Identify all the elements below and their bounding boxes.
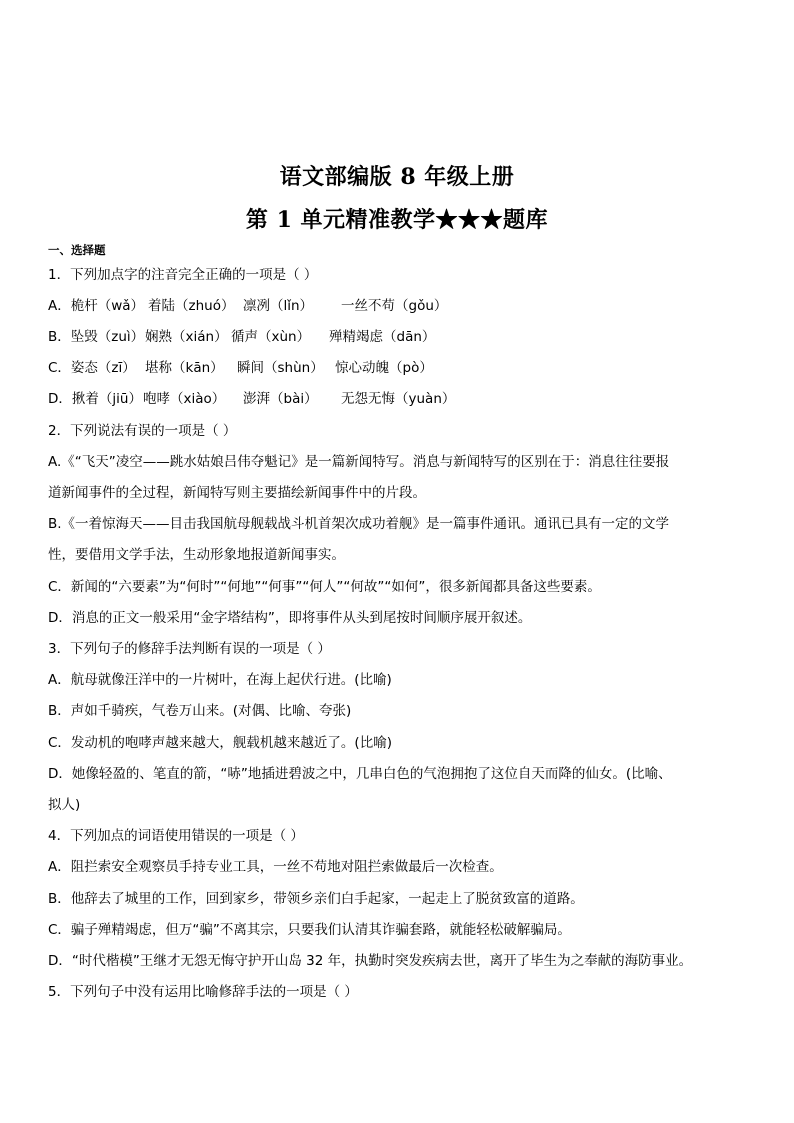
option-item: 娴熟（xián） bbox=[145, 329, 228, 345]
question-3-option-a: A．航母就像汪洋中的一片树叶，在海上起伏行进。(比喻) bbox=[48, 672, 392, 688]
option-item: 咆哮（xiào） bbox=[143, 391, 226, 407]
option-item: 堪称（kān） bbox=[145, 360, 224, 376]
question-3-option-c: C．发动机的咆哮声越来越大，舰载机越来越近了。(比喻) bbox=[48, 735, 392, 751]
document-subtitle: 第 1 单元精准教学★★★题库 bbox=[245, 207, 549, 233]
question-3-stem: 3．下列句子的修辞手法判断有误的一项是（ ） bbox=[48, 641, 331, 657]
question-4-stem: 4．下列加点的词语使用错误的一项是（ ） bbox=[48, 828, 304, 844]
option-item: A．桅杆（wǎ） bbox=[48, 298, 145, 314]
question-2-option-a-cont: 道新闻事件的全过程，新闻特写则主要描绘新闻事件中的片段。 bbox=[48, 485, 426, 501]
question-1-option-b bbox=[48, 327, 435, 347]
option-item: 澎湃（bài） bbox=[243, 391, 318, 407]
question-1-option-d bbox=[48, 389, 455, 409]
question-2-option-c: C．新闻的“六要素”为“何时”“何地”“何事”“何人”“何故”“如何”，很多新闻都具备这些要素。 bbox=[48, 579, 601, 595]
question-1-stem: 1．下列加点字的注音完全正确的一项是（ ） bbox=[48, 267, 318, 283]
question-1-option-a bbox=[48, 296, 447, 316]
option-item: B．坠毁（zuì） bbox=[48, 329, 145, 345]
option-item: 殚精竭虑（dān） bbox=[329, 329, 436, 345]
option-item: 瞬间（shùn） bbox=[237, 360, 324, 376]
question-3-option-b: B．声如千骑疾，气卷万山来。(对偶、比喻、夸张) bbox=[48, 703, 352, 719]
question-4-option-a: A．阻拦索安全观察员手持专业工具，一丝不苟地对阻拦索做最后一次检查。 bbox=[48, 859, 503, 875]
question-1-option-c bbox=[48, 358, 433, 378]
question-2-option-d: D．消息的正文一般采用“金字塔结构”，即将事件从头到尾按时间顺序展开叙述。 bbox=[48, 610, 532, 626]
question-3-option-d: D．她像轻盈的、笔直的箭，“哧”地插进碧波之中，几串白色的气泡拥抱了这位自天而降的仙女。(比喻、 bbox=[48, 766, 672, 782]
option-item: C．姿态（zī） bbox=[48, 360, 136, 376]
option-item: 循声（xùn） bbox=[231, 329, 311, 345]
option-item: 凛冽（lǐn） bbox=[243, 298, 314, 314]
question-4-option-b: B．他辞去了城里的工作，回到家乡，带领乡亲们白手起家，一起走上了脱贫致富的道路。 bbox=[48, 891, 584, 907]
question-2-option-a: A.《“飞天”凌空——跳水姑娘吕伟夺魁记》是一篇新闻特写。消息与新闻特写的区别在于：消息往往要报 bbox=[48, 454, 670, 470]
question-4-option-c: C．骗子殚精竭虑，但万“骗”不离其宗，只要我们认清其诈骗套路，就能轻松破解骗局。 bbox=[48, 922, 571, 938]
section-heading: 一、选择题 bbox=[48, 243, 106, 257]
option-item: 着陆（zhuó） bbox=[148, 298, 235, 314]
question-3-option-d-cont: 拟人) bbox=[48, 797, 81, 813]
option-item: 无怨无悔（yuàn） bbox=[341, 391, 456, 407]
question-5-stem: 5．下列句子中没有运用比喻修辞手法的一项是（ ） bbox=[48, 984, 358, 1000]
question-4-option-d: D．“时代楷模”王继才无怨无悔守护开山岛 32 年，执勤时突发疾病去世，离开了毕生为之奉献的海防事业。 bbox=[48, 953, 693, 969]
document-title: 语文部编版 8 年级上册 bbox=[279, 164, 515, 190]
option-item: D．揪着（jiū） bbox=[48, 391, 142, 407]
option-item: 惊心动魄（pò） bbox=[335, 360, 433, 376]
question-2-option-b: B.《一着惊海天——目击我国航母舰载战斗机首架次成功着舰》是一篇事件通讯。通讯已具有一定的文学 bbox=[48, 516, 670, 532]
question-2-stem: 2．下列说法有误的一项是（ ） bbox=[48, 423, 237, 439]
option-item: 一丝不苟（gǒu） bbox=[341, 298, 448, 314]
question-2-option-b-cont: 性，要借用文学手法，生动形象地报道新闻事实。 bbox=[48, 547, 345, 563]
